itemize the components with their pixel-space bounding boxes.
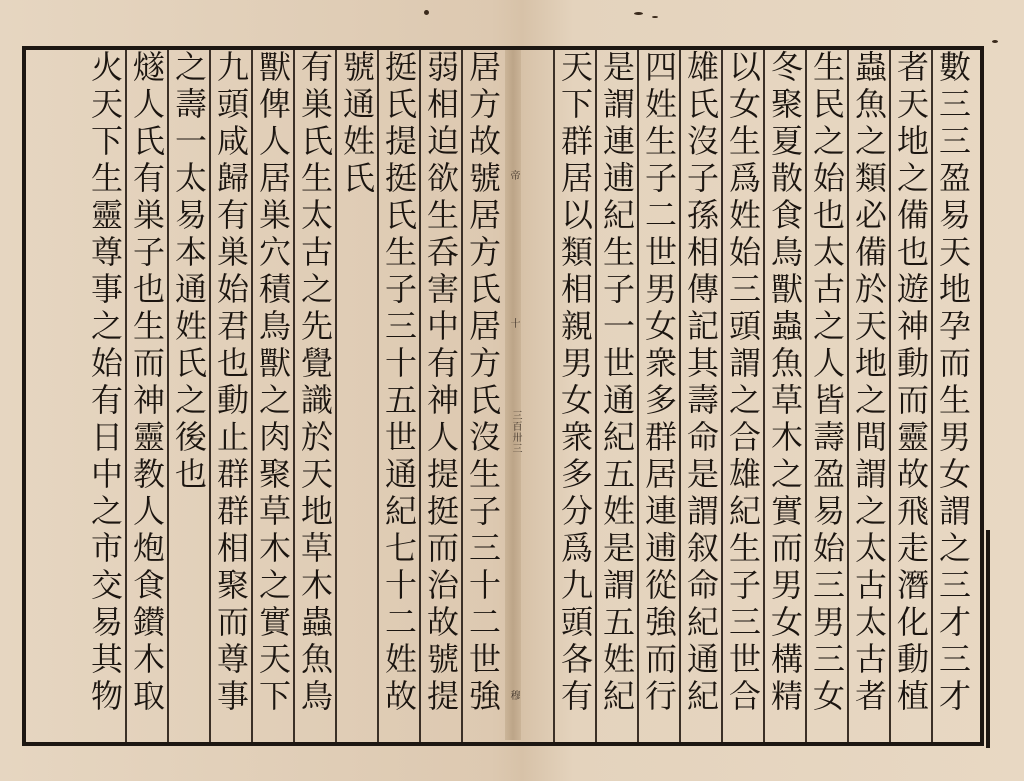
text-column: 以女生爲姓始三頭謂之合雄紀生子三世合	[724, 50, 762, 716]
fold-mark-top: 帝	[508, 170, 519, 181]
text-column: 四姓生子二世男女衆多群居連逋從強而行	[640, 50, 678, 716]
text-column: 雄氏沒子孫相傳記其壽命是謂叙命紀通紀	[682, 50, 720, 716]
page-border-right-rule	[986, 530, 990, 748]
ink-speck	[634, 12, 643, 15]
text-column: 天下群居以類相親男女衆多分爲九頭各有	[556, 50, 594, 716]
text-column: 有巣氏生太古之先覺識於天地草木蟲魚鳥	[296, 50, 334, 716]
text-column: 數三三盈易天地孕而生男女謂之三才三才	[934, 50, 972, 716]
text-column: 之壽一太易本通姓氏之後也	[170, 50, 208, 494]
text-column: 獸俾人居巣穴積鳥獸之肉聚草木之實天下	[254, 50, 292, 716]
fold-mark-middle: 十	[508, 318, 519, 329]
text-column: 者天地之備也遊神動而靈故飛走潛化動植	[892, 50, 930, 716]
ink-speck	[992, 40, 998, 43]
text-column: 蟲魚之類必備於天地之間謂之太古太古者	[850, 50, 888, 716]
ink-speck	[652, 16, 658, 18]
text-column: 燧人氏有巣子也生而神靈教人炮食鑚木取	[128, 50, 166, 716]
text-column: 居方故號居方氏居方氏沒生子三十二世強	[464, 50, 502, 716]
text-column: 是謂連逋紀生子一世通紀五姓是謂五姓紀	[598, 50, 636, 716]
fold-mark-bottom: 穆	[508, 690, 519, 701]
page-number: 三百卅三	[510, 410, 521, 454]
text-column: 火天下生靈尊事之始有日中之市交易其物	[86, 50, 124, 716]
text-column: 挺氏提挺氏生子三十五世通紀七十二姓故	[380, 50, 418, 716]
text-column: 冬聚夏散食鳥獸蟲魚草木之實而男女構精	[766, 50, 804, 716]
text-column: 號通姓氏	[338, 50, 376, 198]
ink-speck	[424, 10, 429, 15]
text-column: 生民之始也太古之人皆壽盈易始三男三女	[808, 50, 846, 716]
center-fold	[505, 50, 521, 740]
text-column: 弱相迫欲生呑害中有神人提挺而治故號提	[422, 50, 460, 716]
text-column: 九頭咸歸有巣始君也動止群群相聚而尊事	[212, 50, 250, 716]
